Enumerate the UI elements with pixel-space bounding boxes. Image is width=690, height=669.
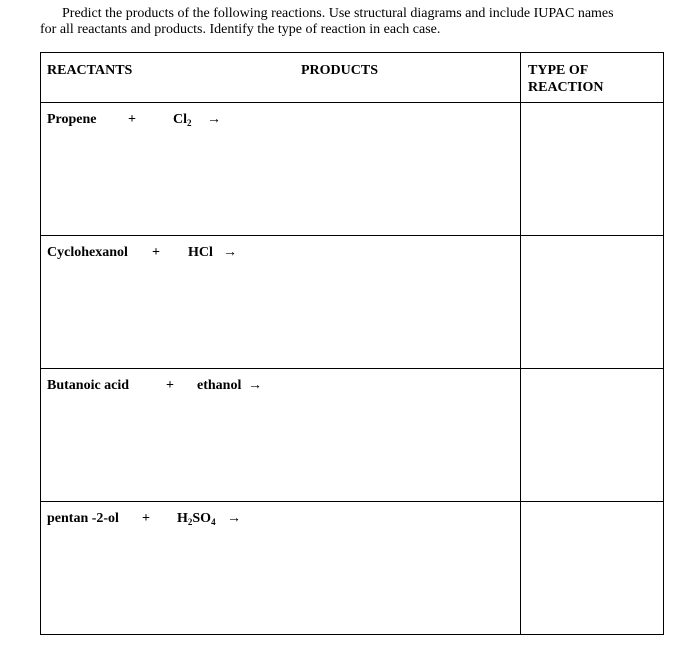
header-type [521, 53, 664, 103]
plus-sign: + [152, 245, 160, 260]
instructions [40, 6, 660, 38]
header-reactants: REACTANTS [47, 63, 133, 78]
reactant-1: Cyclohexanol [47, 245, 128, 260]
type-cell[interactable] [521, 502, 664, 635]
plus-sign: + [142, 511, 150, 526]
type-cell[interactable] [521, 236, 664, 369]
reactions-table [40, 52, 664, 635]
arrow: → [207, 112, 221, 127]
header-products: PRODUCTS [301, 63, 379, 78]
reaction-cell[interactable] [41, 502, 521, 635]
reactant-1: pentan -2-ol [47, 511, 119, 526]
table-row [41, 236, 664, 369]
table-row [41, 369, 664, 502]
header-row [41, 53, 664, 103]
arrow: → [227, 511, 241, 526]
reagent-subscript: 2 [187, 118, 192, 128]
plus-sign: + [166, 378, 174, 393]
reagent [177, 511, 216, 527]
table-row [41, 103, 664, 236]
reagent-text: H [177, 511, 188, 526]
table-row [41, 502, 664, 635]
reagent-subscript-2: 4 [211, 517, 216, 527]
plus-sign: + [128, 112, 136, 127]
type-cell[interactable] [521, 103, 664, 236]
instructions-line-2: for all reactants and products. Identify the type of reaction in each case. [40, 22, 441, 37]
reagent-text: Cl [173, 112, 187, 127]
reagent [173, 112, 192, 128]
arrow: → [223, 245, 237, 260]
reaction-cell[interactable] [41, 103, 521, 236]
reactant-1: Propene [47, 112, 97, 127]
reactant-1: Butanoic acid [47, 378, 130, 393]
reagent-text-2: SO [192, 511, 212, 526]
type-cell[interactable] [521, 369, 664, 502]
header-type-line-2: REACTION [528, 80, 604, 95]
arrow: → [248, 378, 262, 393]
instructions-line-1: Predict the products of the following reactions. Use structural diagrams and include IUPAC names [62, 6, 614, 21]
reaction-cell[interactable] [41, 236, 521, 369]
header-type-line-1: TYPE OF [528, 63, 589, 78]
header-reactants-products [41, 53, 521, 103]
reagent-subscript: 2 [187, 517, 193, 527]
reagent: HCl [188, 245, 213, 260]
reaction-cell[interactable] [41, 369, 521, 502]
reagent: ethanol [197, 378, 242, 393]
